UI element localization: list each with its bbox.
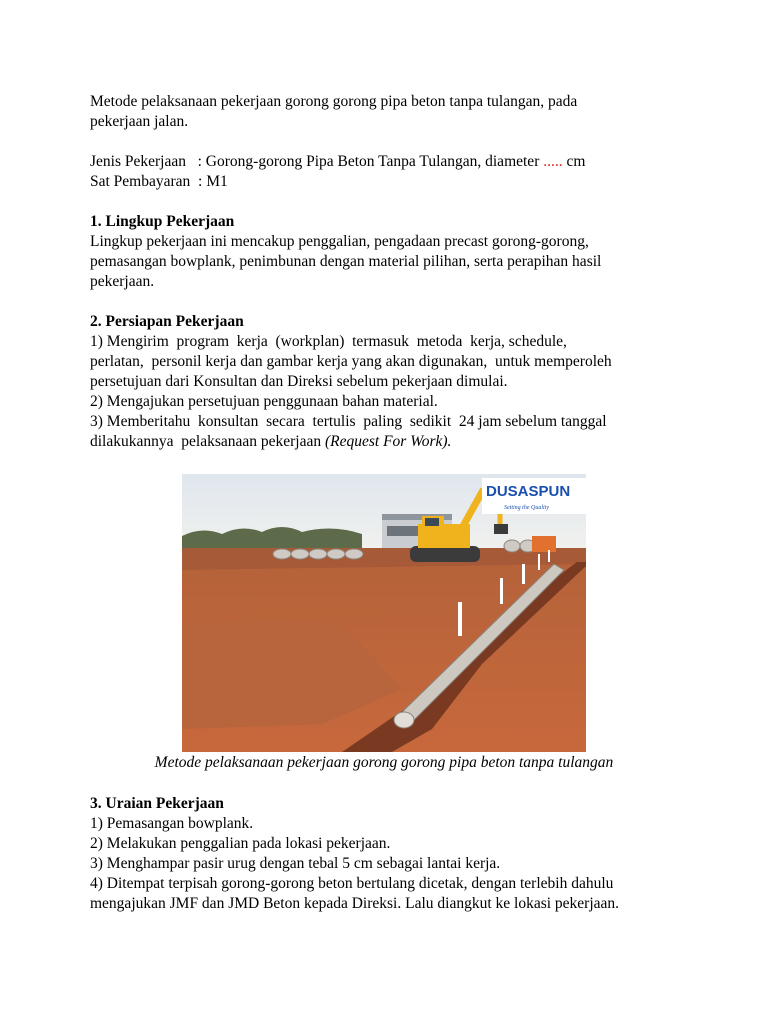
intro-line-1: Metode pelaksanaan pekerjaan gorong gorong pipa beton tanpa tulangan, pada	[90, 93, 578, 110]
section-3-item: 3) Menghampar pasir urug dengan tebal 5 cm sebagai lantai kerja.	[90, 855, 501, 872]
dusaspun-logo	[482, 478, 586, 514]
section-1-line-1: Lingkup pekerjaan ini mencakup penggalian, pengadaan precast gorong-gorong,	[90, 233, 589, 250]
section-1-heading: 1. Lingkup Pekerjaan	[90, 213, 235, 230]
section-3-item: 4) Ditempat terpisah gorong-gorong beton bertulang dicetak, dengan terlebih dahulu	[90, 875, 614, 892]
sat-pembayaran-line	[90, 172, 690, 192]
document-body	[90, 92, 690, 452]
jenis-value: Gorong-gorong Pipa Beton Tanpa Tulangan, diameter	[205, 153, 540, 170]
photo-illustration	[182, 474, 586, 752]
section-2-item-3-line-2	[90, 432, 690, 452]
section-3-item: 2) Melakukan penggalian pada lokasi pekerjaan.	[90, 835, 391, 852]
jenis-sep: :	[185, 153, 206, 170]
jenis-unit: cm	[566, 153, 586, 170]
logo-tagline: Setting the Quality	[504, 505, 549, 511]
section-2-heading: 2. Persiapan Pekerjaan	[90, 313, 244, 330]
section-2-item-1-line-2: perlatan, personil kerja dan gambar kerja yang akan digunakan, untuk memperoleh	[90, 353, 612, 370]
sat-value: M1	[206, 173, 228, 190]
section-3	[90, 794, 690, 914]
sat-sep: :	[190, 173, 207, 190]
figure-caption: Metode pelaksanaan pekerjaan gorong gorong pipa beton tanpa tulangan	[154, 754, 614, 771]
section-2-item-1-line-3: persetujuan dari Konsultan dan Direksi sebelum pekerjaan dimulai.	[90, 373, 508, 390]
section-2-item-3-line-1: 3) Memberitahu konsultan secara tertulis paling sedikit 24 jam sebelum tanggal	[90, 413, 607, 430]
construction-photo	[182, 474, 586, 752]
sat-label: Sat Pembayaran	[90, 173, 191, 190]
jenis-label: Jenis Pekerjaan	[90, 153, 186, 170]
item-3-plain: dilakukannya pelaksanaan pekerjaan	[90, 433, 325, 450]
section-1-line-3: pekerjaan.	[90, 273, 155, 290]
section-1-line-2: pemasangan bowplank, penimbunan dengan material pilihan, serta perapihan hasil	[90, 253, 602, 270]
section-3-item: mengajukan JMF dan JMD Beton kepada Direksi. Lalu diangkut ke lokasi pekerjaan.	[90, 895, 620, 912]
intro-line-2: pekerjaan jalan.	[90, 113, 189, 130]
jenis-pekerjaan-line	[90, 152, 690, 172]
logo-text: DUSASPUN	[486, 483, 571, 500]
diameter-placeholder: .....	[543, 153, 563, 170]
section-2-item-1-line-1: 1) Mengirim program kerja (workplan) termasuk metoda kerja, schedule,	[90, 333, 567, 350]
section-2-item-2: 2) Mengajukan persetujuan penggunaan bahan material.	[90, 393, 438, 410]
section-3-heading: 3. Uraian Pekerjaan	[90, 795, 224, 812]
request-for-work: (Request For Work).	[324, 433, 452, 450]
section-3-item: 1) Pemasangan bowplank.	[90, 815, 254, 832]
